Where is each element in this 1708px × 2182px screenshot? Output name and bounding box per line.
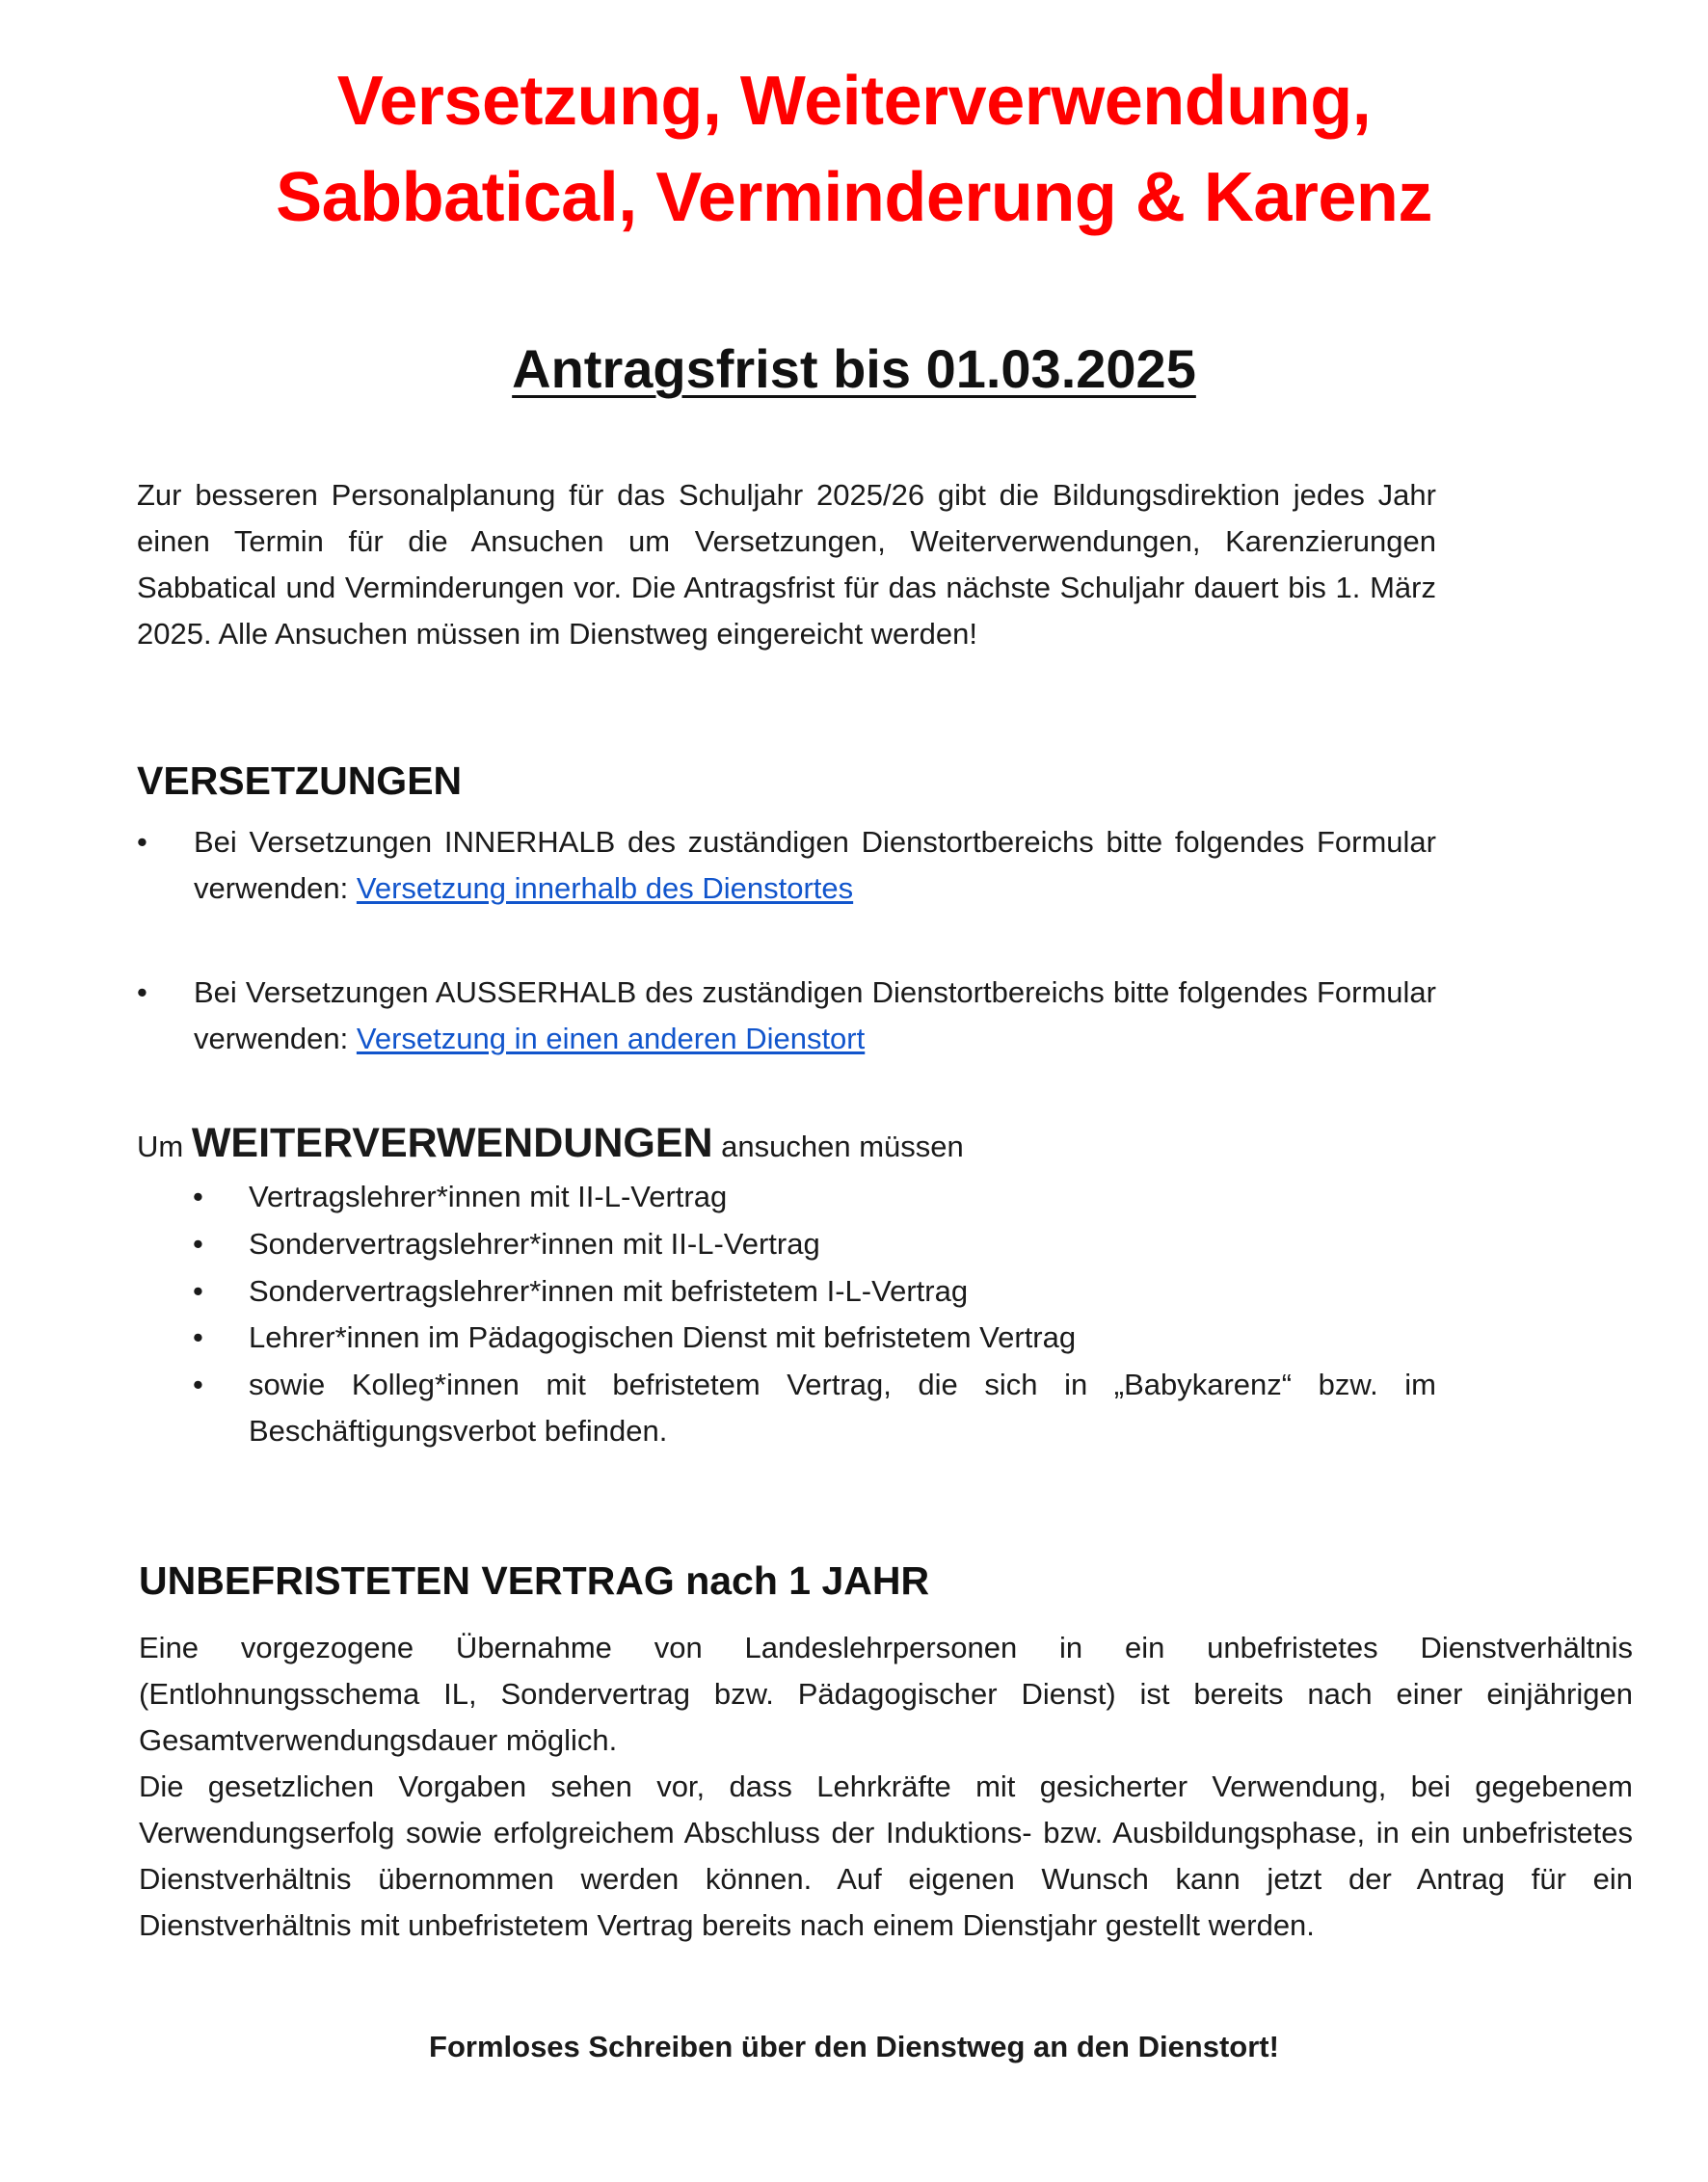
bullet-icon: • [137,825,147,859]
bullet-icon: • [137,975,147,1009]
title-line-2: Sabbatical, Verminderung & Karenz [276,159,1432,236]
intro-paragraph: Zur besseren Personalplanung für das Schuljahr 2025/26 gibt die Bildungsdirektion jedes Jahr einen Termin für die Ansuchen um Versetzungen, Weiterverwendungen, Karenzierungen Sabbatical und Verminderungen vor. Die Antragsfrist für das nächste Schuljahr dauert bis 1. März 2025. Alle Ansuchen müssen im Dienstweg eingereicht werden! [137,478,1436,651]
list-item [193,1315,1436,1361]
list-item [193,1221,1436,1267]
versetzungen-heading: VERSETZUNGEN [137,758,463,803]
weiterverwendungen-heading: WEITERVERWENDUNGEN [191,1120,713,1166]
unbefristet-paragraph-2: Die gesetzlichen Vorgaben sehen vor, dass Lehrkräfte mit gesicherter Verwendung, bei gegebenem Verwendungserfolg sowie erfolgreichem Abschluss der Induktions- bzw. Ausbildungsphase, in ein unbefristetes Dienstverhältnis übernommen werden können. Auf eigenen Wunsch kann jetzt der Antrag für ein Dienstverhältnis mit unbefristetem Vertrag bereits nach einem Dienstjahr gestellt werden. [139,1770,1633,1942]
versetzung-item-innerhalb [137,819,1436,912]
list-item [193,1174,1436,1220]
bullet-icon: • [193,1274,203,1308]
list-item-text: Vertragslehrer*innen mit II-L-Vertrag [249,1180,728,1213]
closing-note: Formloses Schreiben über den Dienstweg an den Dienstort! [429,2030,1279,2063]
title-line-1: Versetzung, Weiterverwendung, [336,63,1372,140]
bullet-icon: • [193,1320,203,1354]
list-item-text: sowie Kolleg*innen mit befristetem Vertrag, die sich in „Babykarenz“ bzw. im Beschäftigungsverbot befinden. [249,1368,1436,1448]
list-item [193,1268,1436,1315]
bullet-icon: • [193,1368,203,1401]
deadline-heading: Antragsfrist bis 01.03.2025 [512,338,1196,399]
unbefristet-heading: UNBEFRISTETEN VERTRAG nach 1 JAHR [139,1558,930,1603]
list-item-text: Sondervertragslehrer*innen mit II-L-Vertrag [249,1227,820,1261]
link-versetzung-anderer-dienstort[interactable]: Versetzung in einen anderen Dienstort [356,1022,866,1055]
list-item-text: Lehrer*innen im Pädagogischen Dienst mit befristetem Vertrag [249,1320,1077,1354]
unbefristet-paragraph-1: Eine vorgezogene Übernahme von Landeslehrpersonen in ein unbefristetes Dienstverhältnis (Entlohnungsschema IL, Sondervertrag bzw. Pädagogischer Dienst) ist bereits nach einer einjährigen Gesamtverwendungsdauer möglich. [139,1631,1633,1757]
weiterverwendungen-intro [137,1116,964,1174]
versetzung-item-text: Bei Versetzungen AUSSERHALB des zuständigen Dienstortbereichs bitte folgendes Formular verwenden: [194,975,1436,1055]
versetzung-item-ausserhalb [137,970,1436,1062]
weiterverwendungen-suffix: ansuchen müssen [712,1130,964,1163]
bullet-icon: • [193,1180,203,1213]
list-item-text: Sondervertragslehrer*innen mit befristetem I-L-Vertrag [249,1274,969,1308]
versetzung-item-text: Bei Versetzungen INNERHALB des zuständigen Dienstortbereichs bitte folgendes Formular verwenden: [194,825,1436,905]
bullet-icon: • [193,1227,203,1261]
link-versetzung-innerhalb[interactable]: Versetzung innerhalb des Dienstortes [356,871,854,905]
document-title [0,53,1708,246]
list-item [193,1362,1436,1454]
weiterverwendungen-prefix: Um [137,1130,192,1163]
